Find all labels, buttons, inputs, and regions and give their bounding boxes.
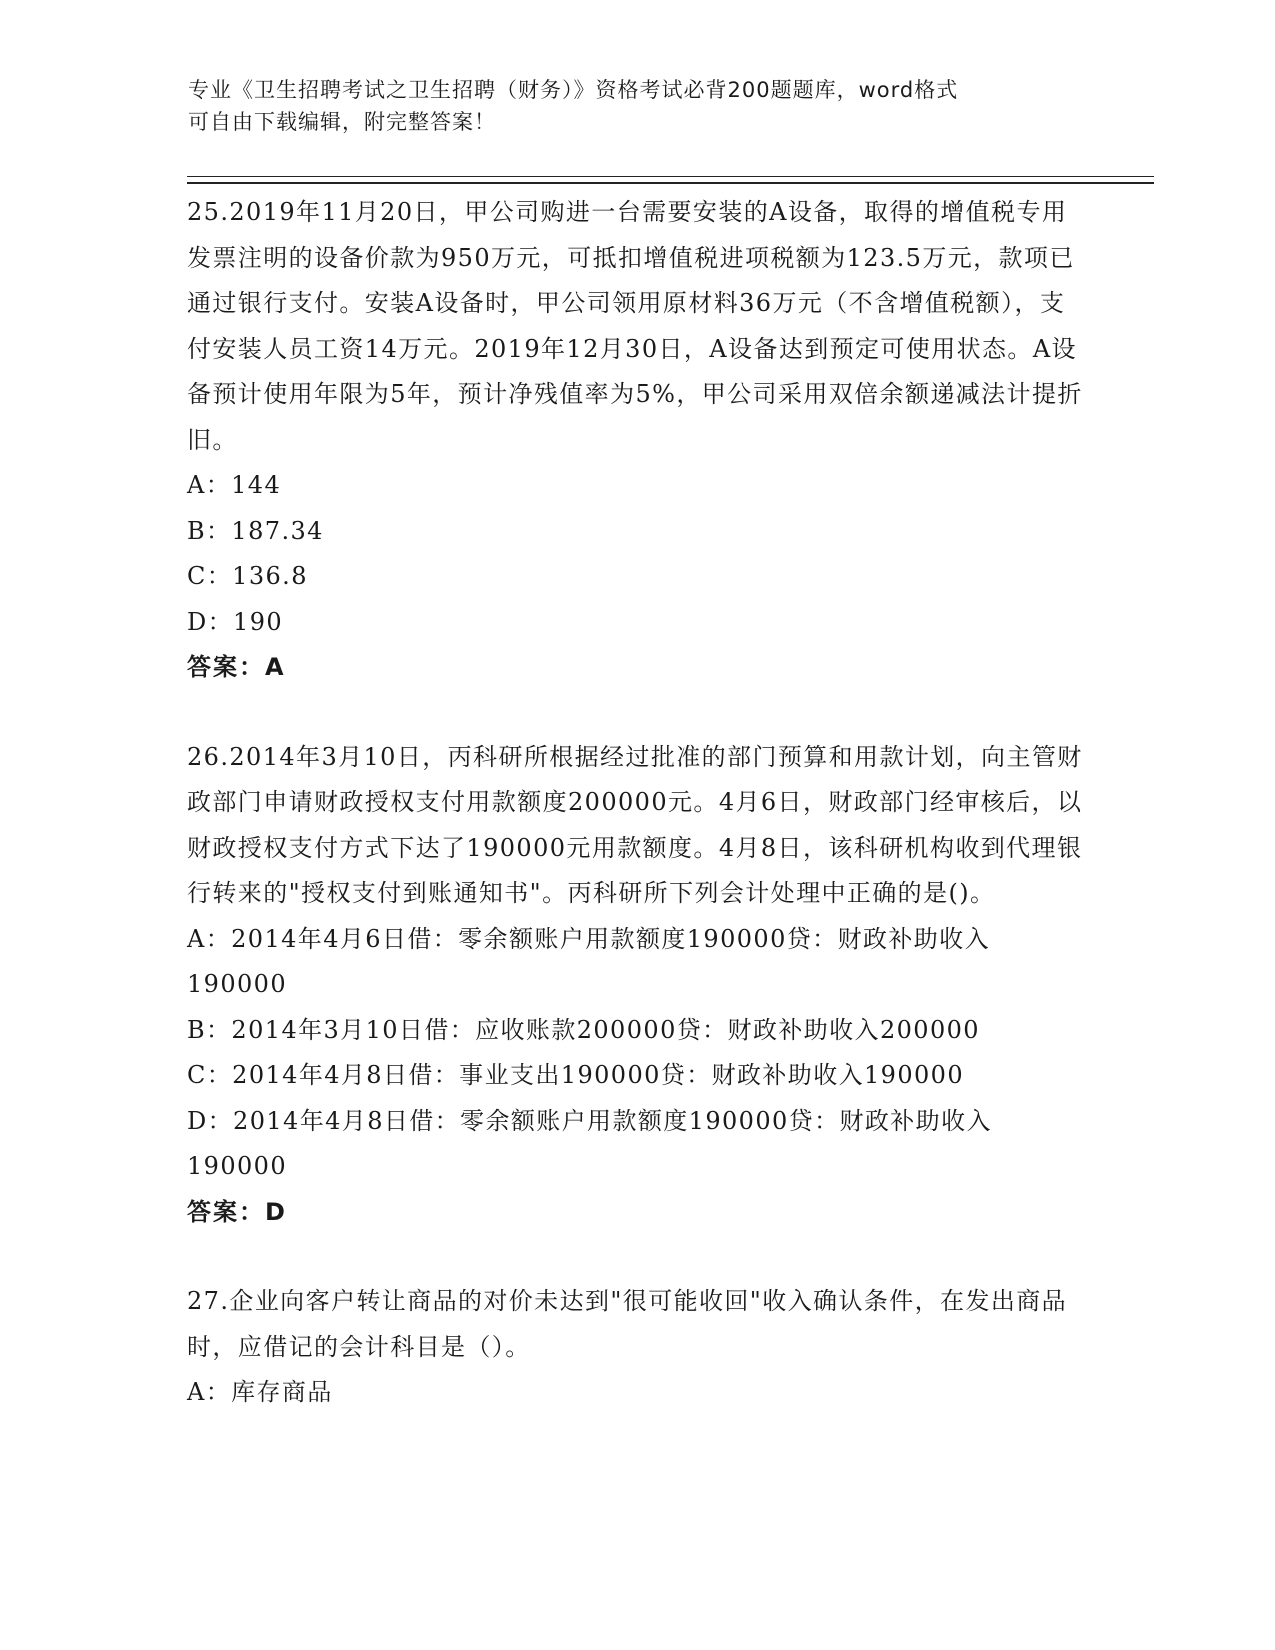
header-divider-thick — [187, 182, 1154, 184]
option-d: D：190 — [187, 607, 284, 636]
question-25 — [187, 190, 1087, 691]
option-d: D：2014年4月8日借：零余额账户用款额度190000贷：财政补助收入190000 — [187, 1106, 992, 1180]
question-27 — [187, 1279, 1087, 1416]
option-a: A：2014年4月6日借：零余额账户用款额度190000贷：财政补助收入190000 — [187, 924, 990, 998]
option-a: A：144 — [187, 471, 282, 499]
header-title-line-1: 专业《卫生招聘考试之卫生招聘（财务）》资格考试必背200题题库，word格式 — [188, 78, 959, 102]
option-c: C：136.8 — [187, 562, 308, 590]
question-26 — [187, 735, 1087, 1236]
option-b: B：2014年3月10日借：应收账款200000贷：财政补助收入200000 — [187, 1015, 980, 1044]
header-divider-thin — [187, 176, 1154, 177]
answer-label: 答案：A — [187, 653, 286, 681]
header-title-line-2: 可自由下载编辑，附完整答案！ — [188, 110, 496, 134]
question-text: 26.2014年3月10日，丙科研所根据经过批准的部门预算和用款计划，向主管财政部门申请财政授权支付用款额度200000元。4月6日，财政部门经审核后，以财政授权支付方式下达了190000元用款额度。4月8日，该科研机构收到代理银行转来的"授权支付到账通知书"。丙科研所下列会计处理中正确的是()。 — [187, 742, 1083, 907]
option-c: C：2014年4月8日借：事业支出190000贷：财政补助收入190000 — [187, 1061, 965, 1089]
option-b: B：187.34 — [187, 516, 324, 545]
answer-label: 答案：D — [187, 1197, 287, 1226]
option-a: A：库存商品 — [187, 1378, 333, 1406]
page-header — [188, 74, 1088, 138]
question-text: 27.企业向客户转让商品的对价未达到"很可能收回"收入确认条件，在发出商品时，应借记的会计科目是（）。 — [187, 1287, 1068, 1361]
question-text: 25.2019年11月20日，甲公司购进一台需要安装的A设备，取得的增值税专用发票注明的设备价款为950万元，可抵扣增值税进项税额为123.5万元，款项已通过银行支付。安装A设备时，甲公司领用原材料36万元（不含增值税额），支付安装人员工资14万元。2019年12月30日，A设备达到预定可使用状态。A设备预计使用年限为5年，预计净残值率为5%，甲公司采用双倍余额递减法计提折旧。 — [187, 198, 1083, 454]
question-list — [187, 190, 1087, 1460]
